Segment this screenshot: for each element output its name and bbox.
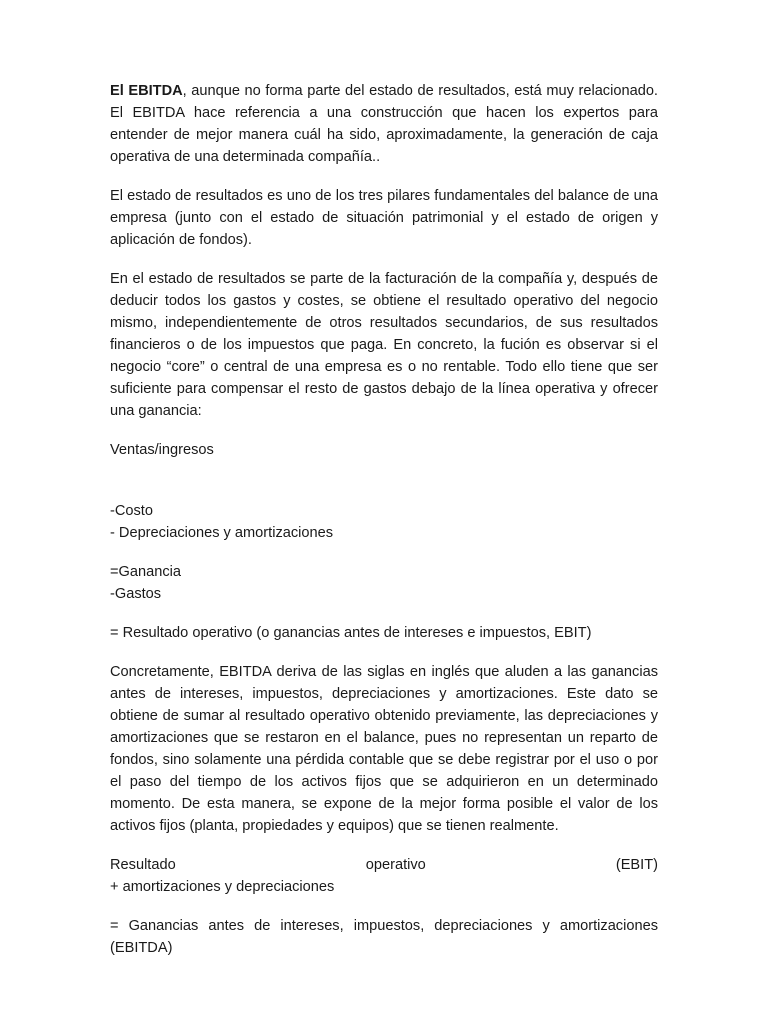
statement-cost-block — [110, 500, 658, 544]
statement-depreciaciones: - Depreciaciones y amortizaciones — [110, 525, 334, 541]
paragraph-intro — [110, 80, 658, 168]
formula-line-1 — [110, 854, 658, 876]
document-page — [110, 80, 658, 976]
formula-word-resultado: Resultado — [110, 857, 176, 873]
paragraph-income-statement: En el estado de resultados se parte de la facturación de la compañía y, después de deducir todos los gastos y costes, se obtiene el resultado operativo del negocio mismo, independientemente de otros resultados secundarios, de sus resultados financieros o de los impuestos que paga. En concreto, la fución es observar si el negocio “core” o central de una empresa es o no rentable. Todo ello tiene que ser suficiente para compensar el resto de gastos debajo de la línea operativa y ofrecer una ganancia: — [110, 271, 658, 419]
formula-block — [110, 854, 658, 898]
statement-ganancia: =Ganancia — [110, 564, 181, 580]
paragraph-pillars: El estado de resultados es uno de los tres pilares fundamentales del balance de una empresa (junto con el estado de situación patrimonial y el estado de origen y aplicación de fondos). — [110, 188, 658, 248]
formula-result: = Ganancias antes de intereses, impuestos, depreciaciones y amortizaciones (EBITDA) — [110, 918, 658, 956]
statement-costo: -Costo — [110, 503, 153, 519]
statement-profit-block — [110, 561, 658, 605]
formula-word-ebit: (EBIT) — [615, 857, 658, 873]
formula-word-operativo: operativo — [365, 857, 426, 873]
ebitda-bold-term: El EBITDA — [110, 83, 183, 99]
statement-ventas: Ventas/ingresos — [110, 442, 214, 458]
paragraph-intro-text: , aunque no forma parte del estado de resultados, está muy relacionado. El EBITDA hace referencia a una construcción que hacen los expertos para entender de mejor manera cuál ha sido, aproximadamente, la generación de caja operativa de una determinada compañía.. — [110, 83, 658, 165]
statement-gastos: -Gastos — [110, 586, 162, 602]
statement-resultado-operativo: = Resultado operativo (o ganancias antes de intereses e impuestos, EBIT) — [110, 625, 592, 641]
formula-line-2: + amortizaciones y depreciaciones — [110, 879, 335, 895]
paragraph-ebitda-definition: Concretamente, EBITDA deriva de las siglas en inglés que aluden a las ganancias antes de intereses, impuestos, depreciaciones y amortizaciones. Este dato se obtiene de sumar al resultado operativo obtenido previamente, las depreciaciones y amortizaciones que se restaron en el balance, pues no representan un reparto de fondos, sino solamente una pérdida contable que se debe registrar por el uso o por el paso del tiempo de los activos fijos que se adquirieron en un determinado momento. De esta manera, se expone de la mejor forma posible el valor de los activos fijos (planta, propiedades y equipos) que se tienen realmente. — [110, 664, 658, 834]
